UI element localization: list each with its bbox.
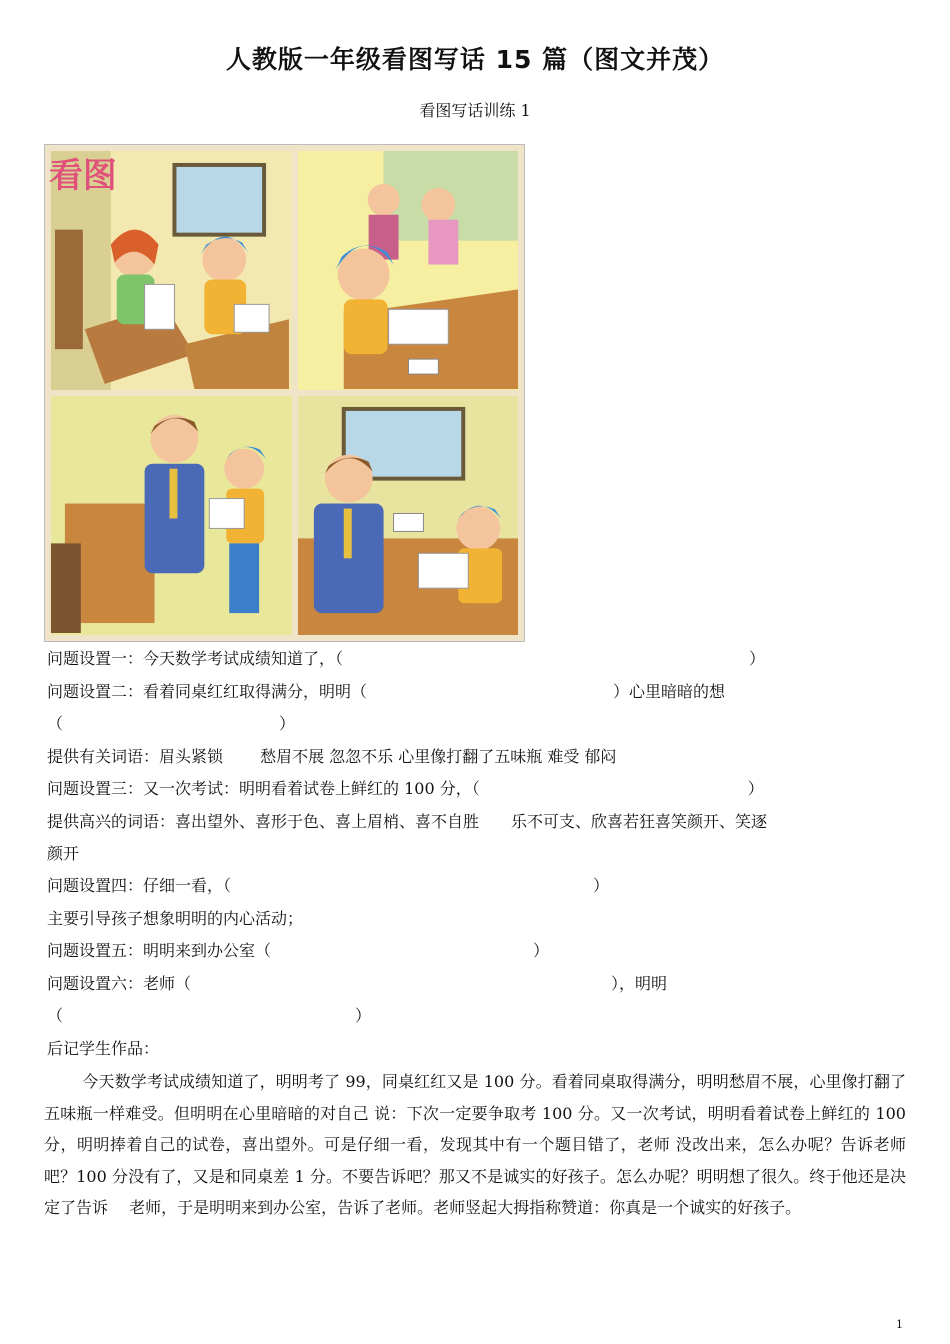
- sad-word-list: 提供有关词语：眉头紧锁 愁眉不展 忽忽不乐 心里像打翻了五味瓶 难受 郁闷: [47, 747, 617, 766]
- panel-4-teacher-praise: [298, 396, 518, 635]
- happy-word-list: 提供高兴的词语：喜出望外、喜形于色、喜上眉梢、喜不自胜 乐不可支、欣喜若狂喜笑颜开、笑逐: [47, 812, 768, 831]
- afterword-label: 后记学生作品：: [47, 1039, 160, 1058]
- panel-1-classroom-test-results: [49, 151, 292, 390]
- happy-word-list-cont: 颜开: [47, 844, 80, 863]
- question-3: 问题设置三：又一次考试：明明看着试卷上鲜红的 100 分，（ ）: [47, 779, 764, 798]
- document-title: 人教版一年级看图写话 15 篇（图文并茂）: [225, 45, 725, 74]
- panel-2-looking-at-paper: [298, 151, 518, 390]
- question-5: 问题设置五：明明来到办公室（ ）: [47, 941, 550, 960]
- question-6: 问题设置六：老师（ ），明明: [47, 974, 668, 993]
- question-1: 问题设置一：今天数学考试成绩知道了，（ ）: [47, 649, 766, 668]
- panel-3-office-with-teacher: [51, 396, 292, 635]
- document-subtitle: 看图写话训练 1: [419, 101, 531, 120]
- guide-note: 主要引导孩子想象明明的内心活动；: [47, 909, 304, 928]
- question-6-blank: （ ）: [47, 1006, 372, 1025]
- question-2: 问题设置二：看着同桌红红取得满分，明明（ ）心里暗暗的想: [47, 682, 726, 701]
- question-4: 问题设置四：仔细一看，（ ）: [47, 876, 610, 895]
- student-essay: 今天数学考试成绩知道了，明明考了 99，同桌红红又是 100 分。看着同桌取得满分，明明愁眉不展，心里像打翻了五味瓶一样难受。但明明在心里暗暗的对自己 说：下次一定要争取考 100 分。又一次考试，明明看着试卷上鲜红的 100 分，明明捧着自己的试卷，喜出望外。可是仔细一看，发现其中有一个题目错了，老师 没改出来，怎么办呢？告诉老师吧？100 分没有了，又是和同桌差 1 分。不要告诉吧？那又不是诚实的好孩子。怎么办呢？明明想了很久。终于他还是决定了告诉 老师，于是明明来到办公室，告诉了老师。老师竖起大拇指称赞道：你真是一个诚实的好孩子。: [44, 1072, 912, 1217]
- question-2-blank: （ ）: [47, 714, 296, 733]
- illustration-corner-label: 看图: [48, 155, 117, 195]
- page-number: 1: [896, 1318, 903, 1331]
- comic-illustration: [44, 144, 525, 642]
